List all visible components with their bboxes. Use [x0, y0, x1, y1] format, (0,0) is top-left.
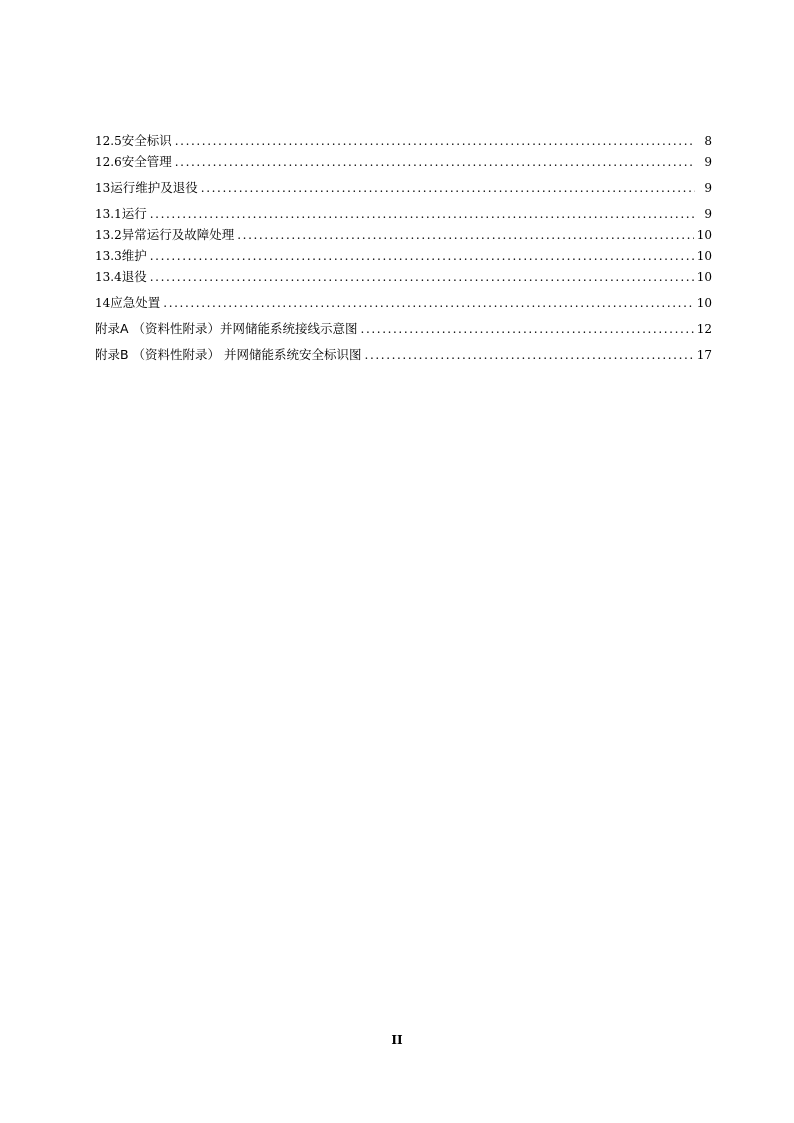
toc-page-number: 10: [696, 296, 712, 310]
toc-entry-appendix-a[interactable]: [95, 318, 712, 339]
toc-leader-dots: [237, 225, 693, 246]
toc-number: 13.3: [95, 249, 122, 263]
toc-leader-dots: [175, 152, 695, 173]
toc-entry-13-4[interactable]: [95, 266, 712, 287]
toc-leader-dots: [150, 246, 694, 267]
toc-entry-12-6[interactable]: [95, 151, 712, 172]
toc-label: 退役: [121, 269, 147, 284]
toc-leader-dots: [163, 293, 693, 314]
toc-page-number: 10: [696, 270, 712, 284]
toc-number: 13: [95, 181, 111, 195]
table-of-contents: [95, 130, 712, 365]
toc-leader-dots: [175, 131, 695, 152]
toc-label: 安全标识: [121, 133, 172, 148]
toc-number: 12.6: [95, 155, 122, 169]
toc-label: 运行: [121, 206, 147, 221]
toc-entry-13-2[interactable]: [95, 224, 712, 245]
toc-page-number: 17: [696, 348, 712, 362]
toc-label: 安全管理: [121, 154, 172, 169]
toc-page-number: 10: [696, 249, 712, 263]
toc-page-number: 12: [696, 322, 712, 336]
toc-page-number: 9: [704, 207, 712, 221]
toc-entry-14[interactable]: [95, 292, 712, 313]
toc-entry-13-1[interactable]: [95, 203, 712, 224]
toc-leader-dots: [365, 345, 694, 366]
toc-label: 应急处置: [110, 295, 161, 310]
toc-entry-13[interactable]: [95, 177, 712, 198]
toc-number: 12.5: [95, 134, 122, 148]
toc-number: 13.4: [95, 270, 122, 284]
toc-leader-dots: [201, 178, 695, 199]
page-number: II: [391, 1033, 403, 1047]
toc-page-number: 9: [704, 155, 712, 169]
toc-number: 13.2: [95, 228, 122, 242]
toc-label: 附录B （资料性附录） 并网储能系统安全标识图: [95, 347, 362, 362]
toc-number: 13.1: [95, 207, 122, 221]
toc-leader-dots: [150, 204, 695, 225]
toc-label: 附录A （资料性附录）并网储能系统接线示意图: [95, 321, 358, 336]
toc-entry-appendix-b[interactable]: [95, 344, 712, 365]
toc-entry-12-5[interactable]: [95, 130, 712, 151]
toc-label: 维护: [121, 248, 147, 263]
toc-leader-dots: [361, 319, 694, 340]
toc-page-number: 9: [704, 181, 712, 195]
toc-entry-13-3[interactable]: [95, 245, 712, 266]
toc-label: 异常运行及故障处理: [121, 227, 235, 242]
toc-number: 14: [95, 296, 111, 310]
toc-page-number: 8: [704, 134, 712, 148]
toc-page-number: 10: [696, 228, 712, 242]
toc-leader-dots: [150, 267, 694, 288]
toc-label: 运行维护及退役: [110, 180, 198, 195]
